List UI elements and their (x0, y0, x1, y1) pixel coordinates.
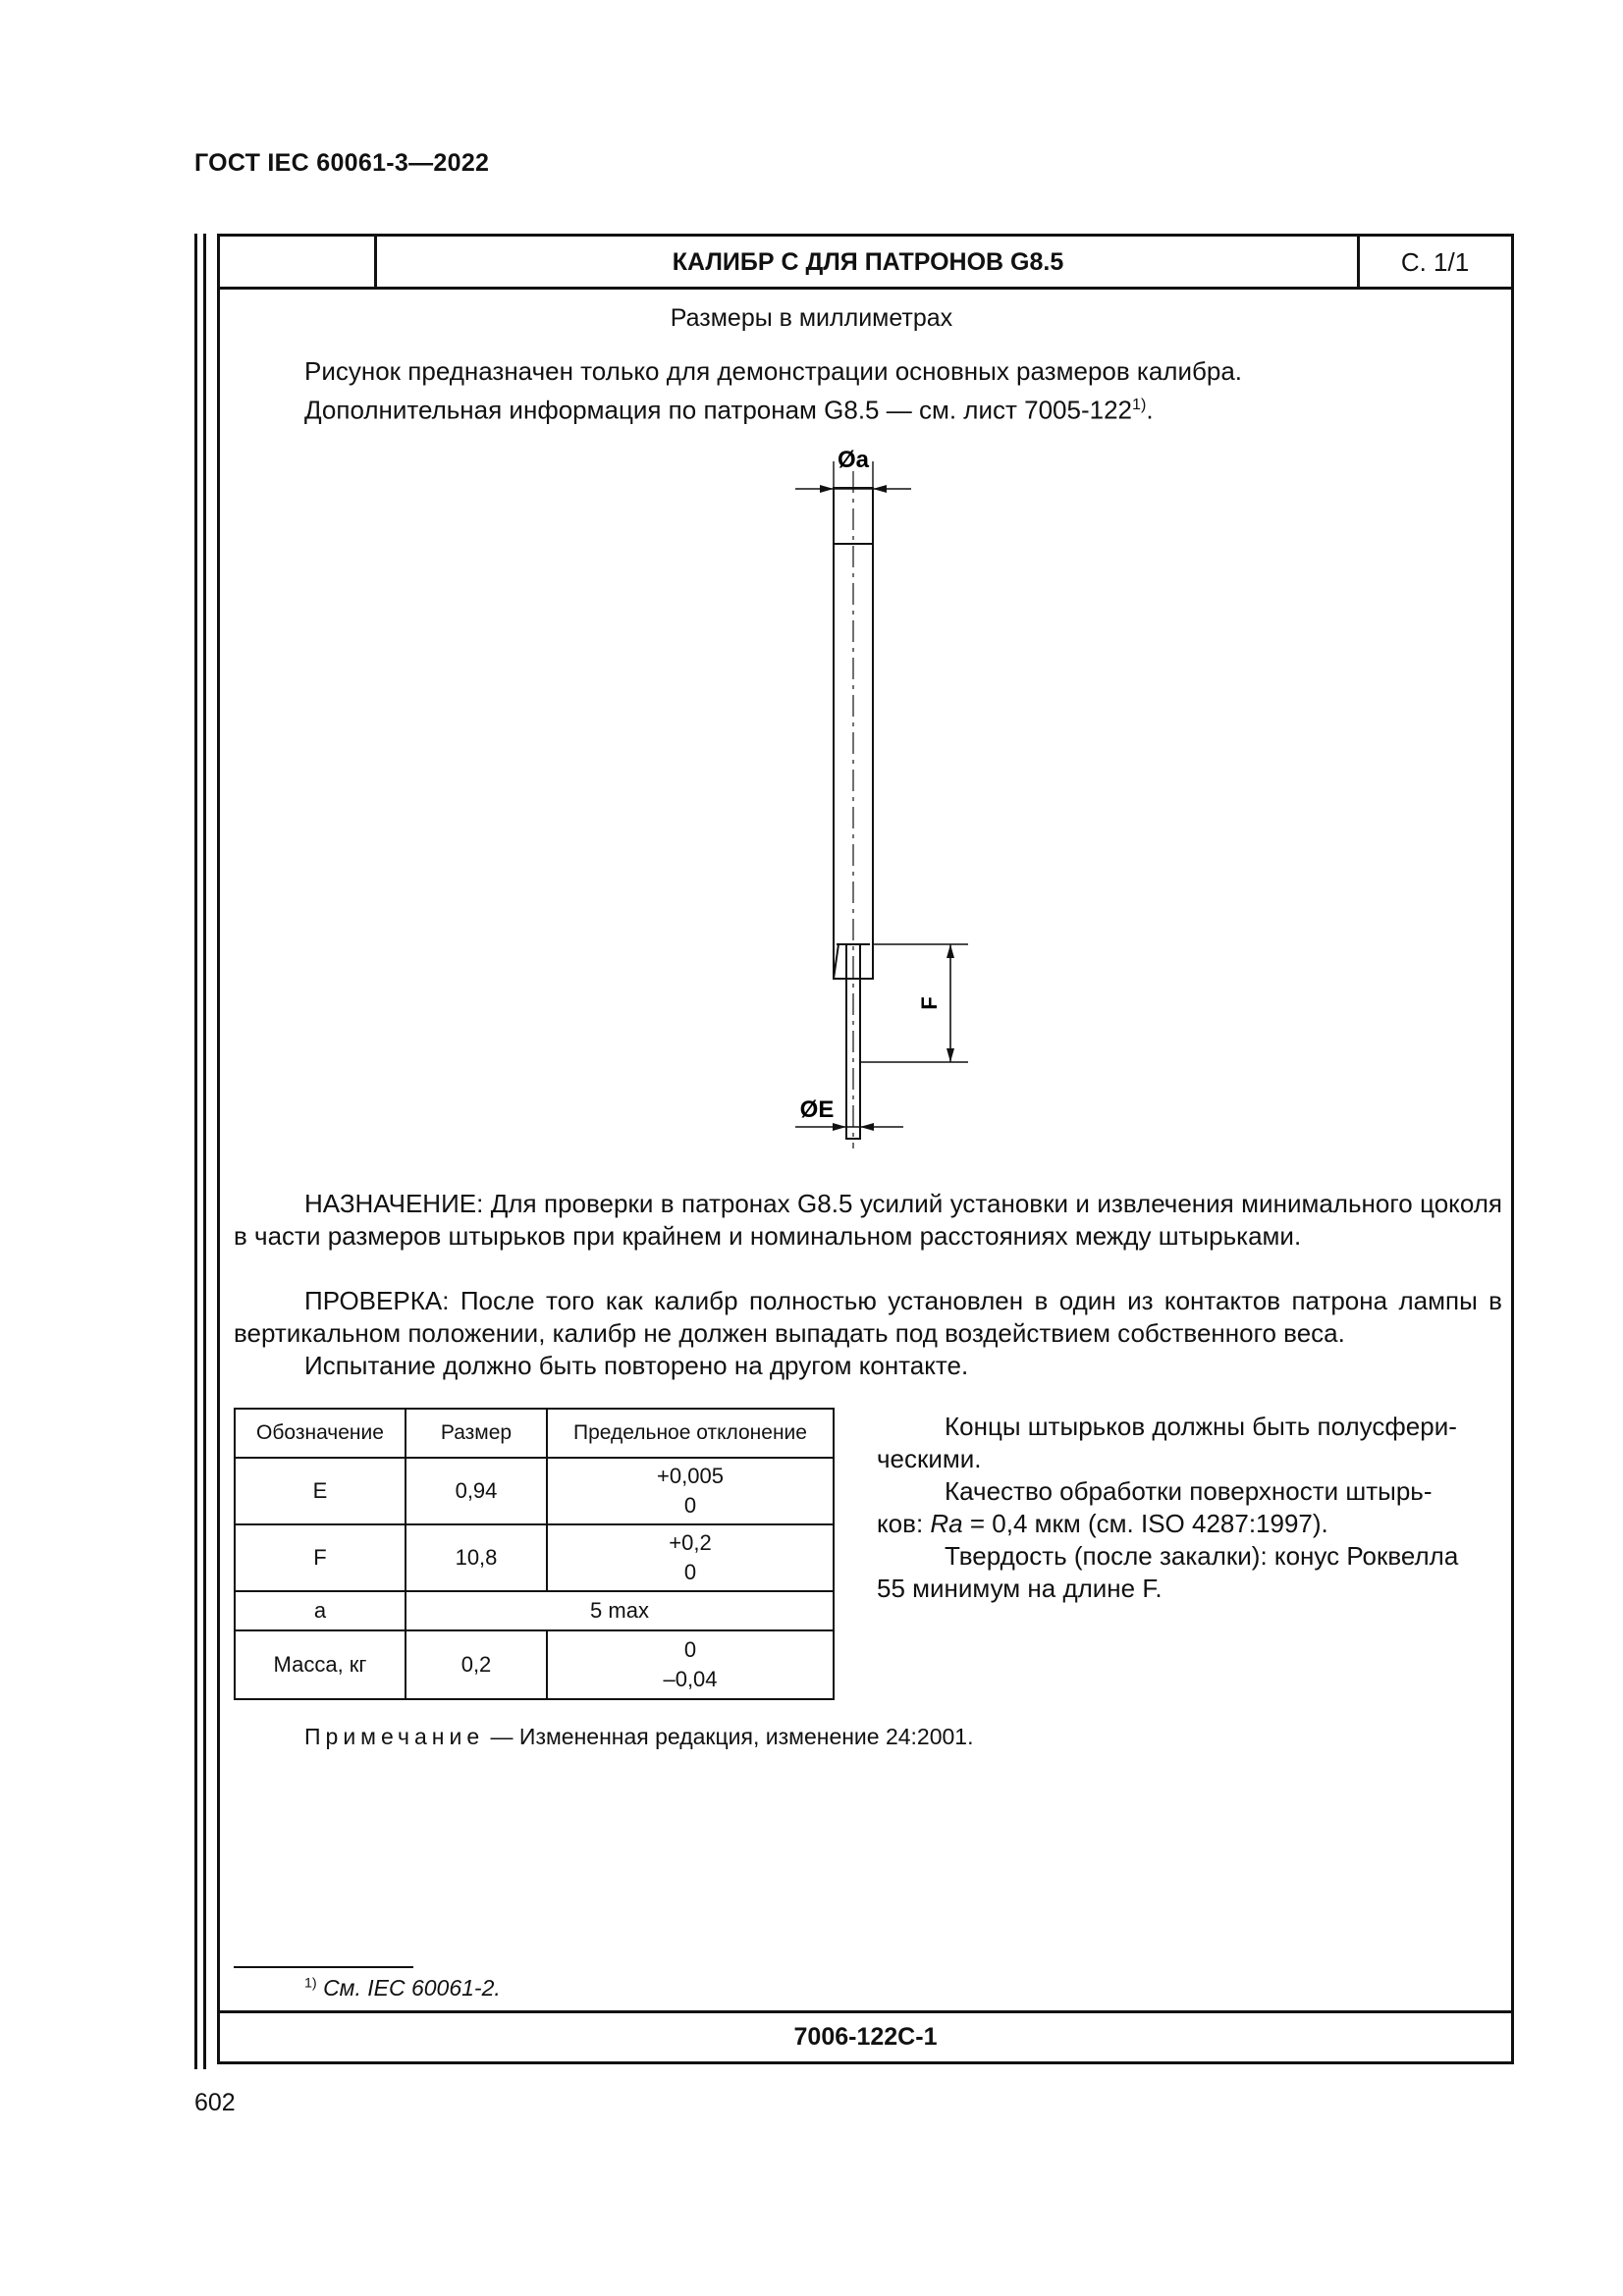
sheet-page: С. 1/1 (1400, 247, 1470, 277)
footnote-ref: 1) (1132, 396, 1147, 413)
repeat-paragraph: Испытание должно быть повторено на другом контакте. (304, 1351, 969, 1380)
cell-symbol: a (235, 1591, 406, 1630)
col-header-deviation: Предельное отклонение (547, 1409, 834, 1458)
footnote-text: См. IEC 60061-2. (323, 1975, 501, 2001)
req-line: Концы штырьков должны быть полусфери- (945, 1412, 1457, 1441)
label-F: F (917, 996, 942, 1010)
note-text: — Измененная редакция, изменение 24:2001. (484, 1724, 974, 1749)
intro-text: Дополнительная информация по патронам G8.5 — см. лист 7005-122 (304, 395, 1132, 425)
intro-line-2 (304, 389, 1154, 427)
req-line (877, 1508, 1505, 1540)
ra-symbol: Ra (930, 1509, 963, 1538)
cell-deviation (547, 1630, 834, 1699)
footnote (304, 1975, 501, 2002)
footer-divider (220, 2010, 1511, 2013)
arrow-a-left (820, 485, 834, 493)
deviation-upper: +0,005 (657, 1464, 724, 1488)
req-line: 55 минимум на длине F. (877, 1574, 1163, 1603)
label-a: Øa (837, 447, 870, 473)
requirements-text (877, 1411, 1505, 1605)
binding-bar (194, 234, 197, 2069)
intro-line-1: Рисунок предназначен только для демонстрации основных размеров калибра. (304, 356, 1243, 386)
dimensions-table (234, 1408, 835, 1700)
arrow-F-bottom (947, 1048, 954, 1062)
binding-bar (203, 234, 206, 2069)
sheet-title: КАЛИБР С ДЛЯ ПАТРОНОВ G8.5 (672, 248, 1064, 276)
table-row (235, 1591, 834, 1630)
arrow-E-right (860, 1123, 874, 1131)
footnote-mark: 1) (304, 1975, 317, 1992)
standard-header: ГОСТ IEC 60061-3—2022 (194, 149, 490, 177)
header-divider (220, 287, 1511, 290)
page-number: 602 (194, 2089, 236, 2116)
table-header-row (235, 1409, 834, 1458)
arrow-a-right (873, 485, 887, 493)
cell-symbol: F (235, 1524, 406, 1591)
check-paragraph: ПРОВЕРКА: После того как калибр полностью установлен в один из контактов патрона лампы в вертикальном положении, калибр не должен выпадать под воздействием собственного веса. (234, 1286, 1502, 1348)
table-row (235, 1458, 834, 1524)
req-line: Качество обработки поверхности штырь- (945, 1476, 1433, 1506)
cell-deviation (547, 1524, 834, 1591)
req-line: ческими. (877, 1444, 982, 1473)
arrow-E-left (833, 1123, 846, 1131)
cell-symbol: Масса, кг (235, 1630, 406, 1699)
deviation-upper: +0,2 (669, 1530, 712, 1555)
note-label: Примечание (304, 1724, 485, 1749)
gauge-drawing (776, 442, 972, 1158)
req-line: Твердость (после закалки): конус Роквелла (945, 1541, 1459, 1571)
cell-size: 0,2 (406, 1630, 547, 1699)
req-text: ков: (877, 1509, 931, 1538)
purpose-paragraph: НАЗНАЧЕНИЕ: Для проверки в патронах G8.5 усилий установки и извлечения минимального цоколя в части размеров штырьков при крайнем и номинальном расстояниях между штырьками. (234, 1189, 1502, 1251)
arrow-F-top (947, 944, 954, 958)
intro-end: . (1146, 395, 1154, 425)
cell-deviation (547, 1458, 834, 1524)
cell-symbol: E (235, 1458, 406, 1524)
deviation-lower: 0 (683, 1493, 697, 1518)
label-E: ØE (799, 1096, 835, 1123)
cell-size: 0,94 (406, 1458, 547, 1524)
deviation-lower: –0,04 (663, 1667, 718, 1691)
sheet-code: 7006-122C-1 (793, 2023, 938, 2051)
deviation-upper: 0 (683, 1637, 697, 1662)
note (304, 1724, 974, 1750)
cell-size: 10,8 (406, 1524, 547, 1591)
col-header-size: Размер (406, 1409, 547, 1458)
req-text: = 0,4 мкм (см. ISO 4287:1997). (962, 1509, 1328, 1538)
table-row (235, 1630, 834, 1699)
cell-merged: 5 max (406, 1591, 834, 1630)
gauge-chamfer (834, 934, 839, 979)
footnote-rule (234, 1966, 413, 1968)
deviation-lower: 0 (683, 1560, 697, 1584)
col-header-symbol: Обозначение (235, 1409, 406, 1458)
table-row (235, 1524, 834, 1591)
units-caption: Размеры в миллиметрах (670, 304, 953, 332)
